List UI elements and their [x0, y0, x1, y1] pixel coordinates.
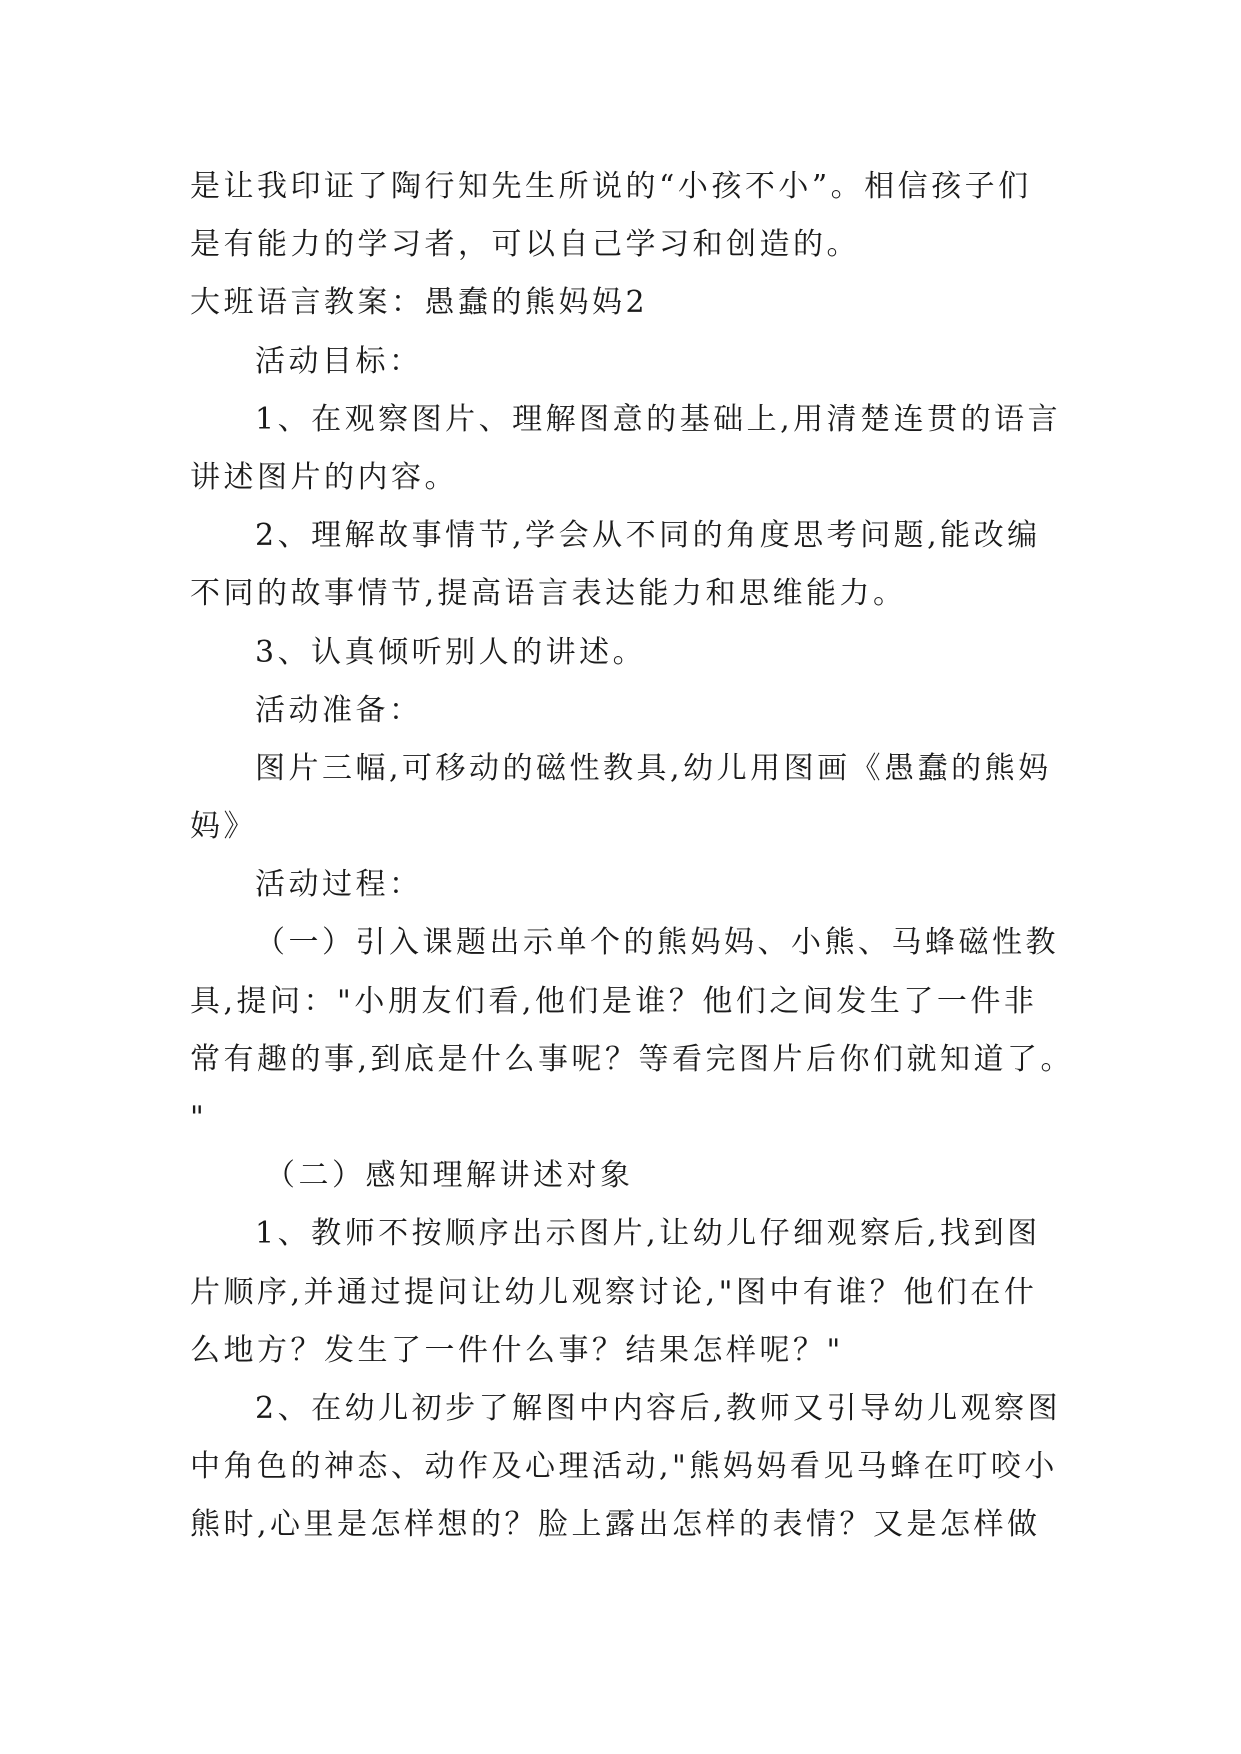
text-line: 1、在观察图片、理解图意的基础上,用清楚连贯的语言: [255, 401, 1062, 437]
text-line: 是让我印证了陶行知先生所说的“小孩不小”。相信孩子们: [190, 169, 1032, 204]
text-line: （一）引入课题出示单个的熊妈妈、小熊、马蜂磁性教: [255, 925, 1059, 961]
text-line: 片顺序,并通过提问让幼儿观察讨论,"图中有谁？他们在什: [190, 1274, 1038, 1310]
text-line: 讲述图片的内容。: [190, 459, 458, 495]
section-heading: 大班语言教案：愚蠢的熊妈妈2: [190, 285, 649, 321]
document-body: [190, 158, 1075, 1555]
text-line: 2、在幼儿初步了解图中内容后,教师又引导幼儿观察图: [255, 1390, 1062, 1426]
subheading-activity-goals: 活动目标：: [255, 343, 423, 379]
text-line: 么地方？发生了一件什么事？结果怎样呢？": [190, 1332, 844, 1368]
text-line: ": [190, 1100, 208, 1135]
text-line: 1、教师不按顺序出示图片,让幼儿仔细观察后,找到图: [255, 1216, 1041, 1252]
text-line: 3、认真倾听别人的讲述。: [255, 634, 647, 670]
subheading-activity-preparation: 活动准备：: [255, 692, 423, 728]
text-line: （二）感知理解讲述对象: [265, 1158, 634, 1194]
text-line: 是有能力的学习者，可以自己学习和创造的。: [190, 227, 860, 263]
text-line: 熊时,心里是怎样想的？脸上露出怎样的表情？又是怎样做: [190, 1507, 1041, 1543]
subheading-activity-process: 活动过程：: [255, 867, 423, 903]
text-line: 常有趣的事,到底是什么事呢？等看完图片后你们就知道了。: [190, 1041, 1075, 1077]
text-line: 具,提问："小朋友们看,他们是谁？他们之间发生了一件非: [190, 983, 1038, 1019]
text-line: 中角色的神态、动作及心理活动,"熊妈妈看见马蜂在叮咬小: [190, 1449, 1058, 1485]
text-line: 2、理解故事情节,学会从不同的角度思考问题,能改编: [255, 518, 1041, 554]
text-line: 图片三幅,可移动的磁性教具,幼儿用图画《愚蠢的熊妈: [255, 750, 1052, 786]
text-line: 不同的故事情节,提高语言表达能力和思维能力。: [190, 576, 907, 612]
text-line: 妈》: [190, 809, 257, 845]
